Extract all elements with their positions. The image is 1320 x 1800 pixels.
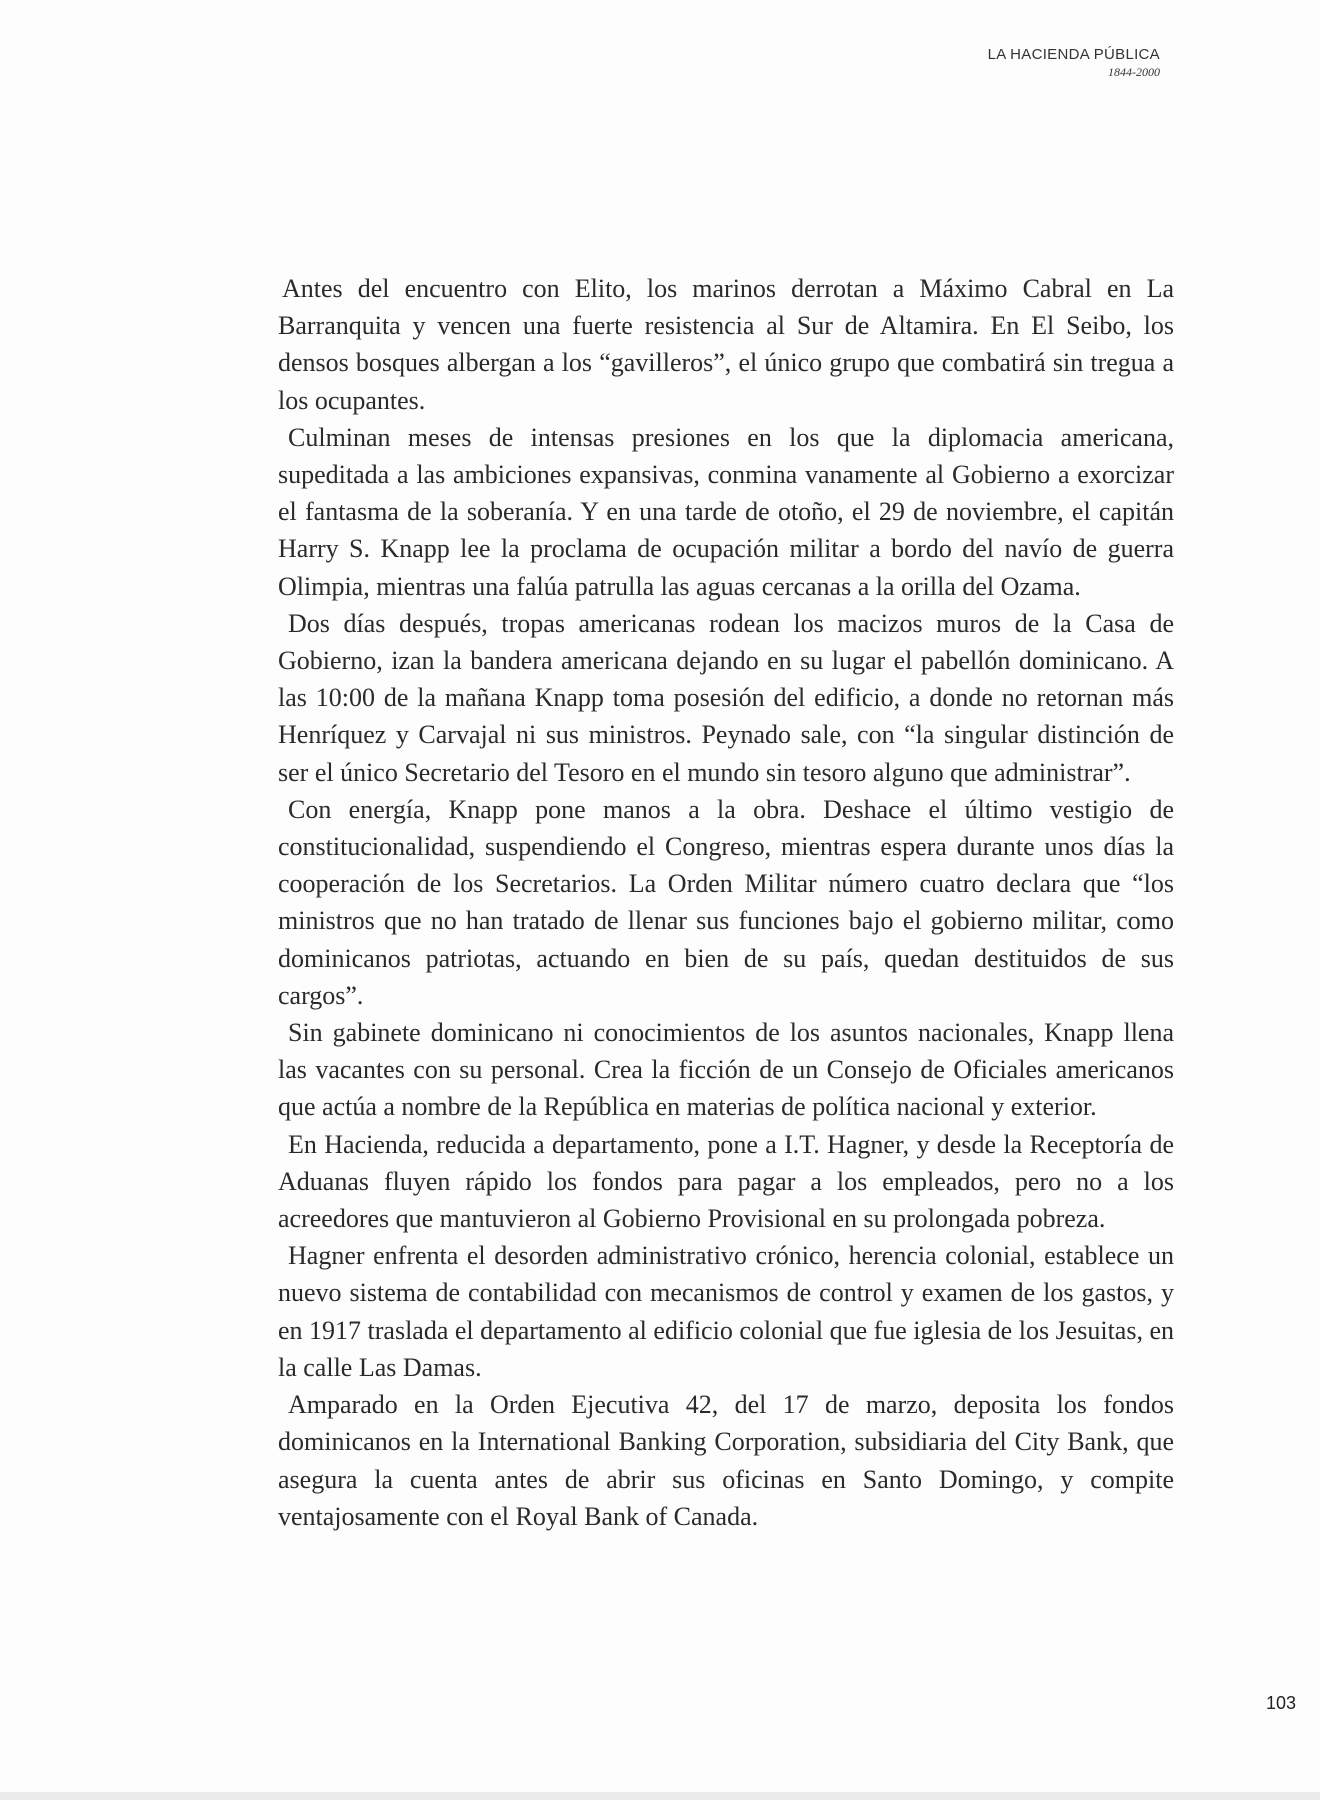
paragraph: Culminan meses de intensas presiones en los que la diplomacia americana, supeditada a las ambiciones expansivas, conmina vanamente al Gobierno a exorcizar el fantasma de la soberanía. Y en una tarde de otoño, el 29 de noviembre, el capitán Harry S. Knapp lee la proclama de ocupación militar a bordo del navío de guerra Olimpia, mientras una falúa patrulla las aguas cercanas a la orilla del Ozama. bbox=[278, 422, 1174, 601]
paragraph: Dos días después, tropas americanas rodean los macizos muros de la Casa de Gobierno, izan la bandera americana dejando en su lugar el pabellón dominicano. A las 10:00 de la mañana Knapp toma posesión del edificio, a donde no retornan más Henríquez y Carvajal ni sus ministros. Peynado sale, con “la singular distinción de ser el único Secretario del Tesoro en el mundo sin tesoro alguno que administrar”. bbox=[278, 608, 1174, 787]
paragraph: Antes del encuentro con Elito, los marinos derrotan a Máximo Cabral en La Barranquita y vencen una fuerte resistencia al Sur de Altamira. En El Seibo, los densos bosques albergan a los “gavilleros”, el único grupo que combatirá sin tregua a los ocupantes. bbox=[278, 274, 1174, 415]
paragraph: Sin gabinete dominicano ni conocimientos de los asuntos nacionales, Knapp llena las vacantes con su personal. Crea la ficción de un Consejo de Oficiales americanos que actúa a nombre de la República en materias de política nacional y exterior. bbox=[278, 1018, 1174, 1122]
running-header-years: 1844-2000 bbox=[1108, 65, 1160, 79]
paragraph: Hagner enfrenta el desorden administrativo crónico, herencia colonial, establece un nuevo sistema de contabilidad con mecanismos de control y examen de los gastos, y en 1917 traslada el departamento al edificio colonial que fue iglesia de los Jesuitas, en la calle Las Damas. bbox=[278, 1241, 1174, 1382]
running-header-title: LA HACIENDA PÚBLICA bbox=[987, 46, 1160, 63]
paragraph: Amparado en la Orden Ejecutiva 42, del 17 de marzo, deposita los fondos dominicanos en la International Banking Corporation, subsidiaria del City Bank, que asegura la cuenta antes de abrir sus oficinas en Santo Domingo, y compite ventajosamente con el Royal Bank of Canada. bbox=[278, 1390, 1174, 1531]
body-text bbox=[278, 270, 1174, 1535]
paragraph: Con energía, Knapp pone manos a la obra. Deshace el último vestigio de constitucionalidad, suspendiendo el Congreso, mientras espera durante unos días la cooperación de los Secretarios. La Orden Militar número cuatro declara que “los ministros que no han tratado de llenar sus funciones bajo el gobierno militar, como dominicanos patriotas, actuando en bien de su país, quedan destituidos de sus cargos”. bbox=[278, 794, 1174, 1010]
paragraph: En Hacienda, reducida a departamento, pone a I.T. Hagner, y desde la Receptoría de Aduanas fluyen rápido los fondos para pagar a los empleados, pero no a los acreedores que mantuvieron al Gobierno Provisional en su prolongada pobreza. bbox=[278, 1129, 1174, 1234]
page-number: 103 bbox=[1265, 1693, 1296, 1713]
scan-edge-divider bbox=[0, 1792, 1320, 1800]
running-header bbox=[988, 46, 1160, 79]
